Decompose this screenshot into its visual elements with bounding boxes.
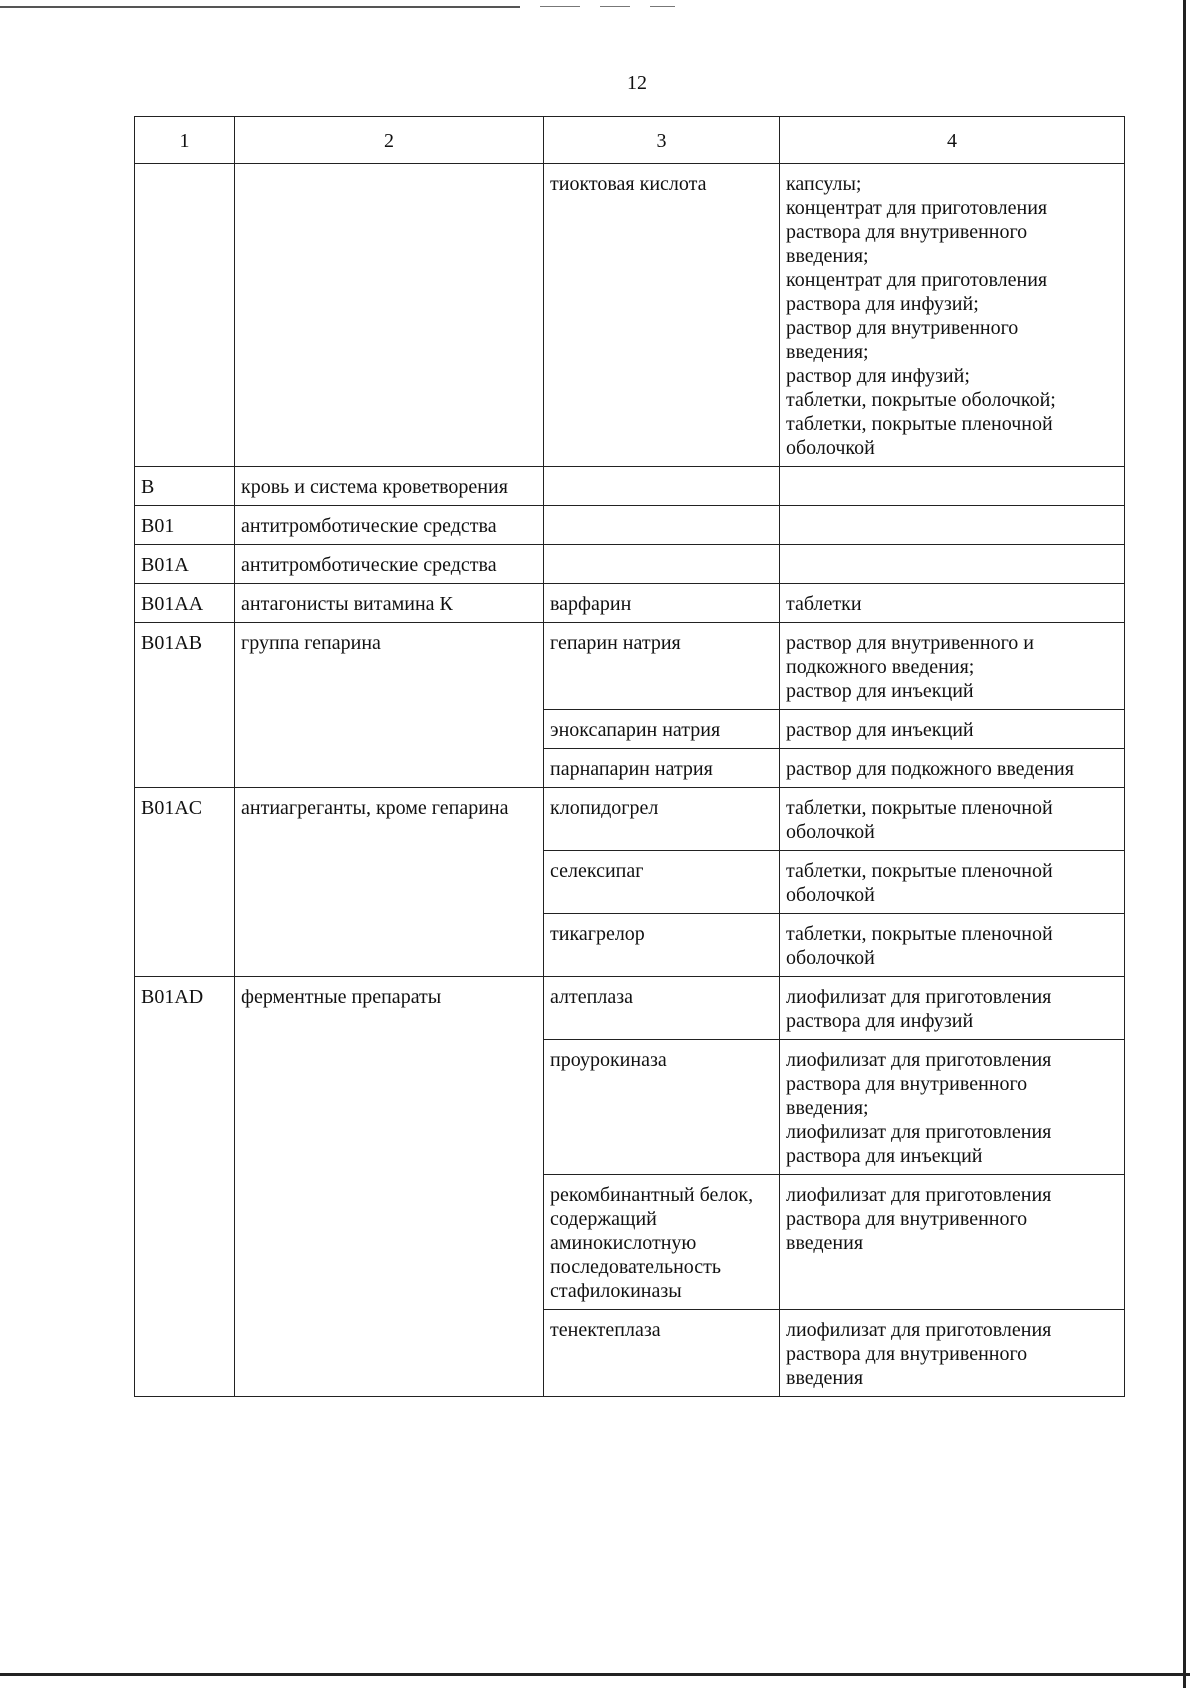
atc-code-cell: B01AC: [135, 788, 235, 977]
substance-line: гепарин натрия: [550, 632, 681, 654]
substance-cell: [544, 584, 780, 623]
atc-code-cell: B01AA: [135, 584, 235, 623]
substance-cell: [544, 623, 780, 710]
form-line: введения;: [786, 1097, 869, 1119]
scan-mark: [600, 6, 630, 7]
form-line: лиофилизат для приготовления: [786, 1049, 1052, 1071]
form-line: концентрат для приготовления: [786, 269, 1048, 291]
form-line: раствора для инъекций: [786, 1145, 983, 1167]
dosage-forms-cell: [780, 584, 1125, 623]
form-line: подкожного введения;: [786, 656, 975, 678]
form-line: таблетки, покрытые оболочкой;: [786, 389, 1056, 411]
form-line: оболочкой: [786, 437, 875, 459]
dosage-forms-cell: [780, 164, 1125, 467]
group-cell: группа гепарина: [235, 623, 544, 788]
dosage-forms-cell: [780, 467, 1125, 506]
substance-line: содержащий: [550, 1208, 657, 1230]
dosage-forms-cell: [780, 545, 1125, 584]
form-line: раствора для инфузий;: [786, 293, 979, 315]
table-row: [135, 584, 1125, 623]
dosage-forms-cell: [780, 851, 1125, 914]
form-line: раствора для внутривенного: [786, 1073, 1028, 1095]
form-line: оболочкой: [786, 884, 875, 906]
atc-code-cell: B01A: [135, 545, 235, 584]
form-line: капсулы;: [786, 173, 862, 195]
substance-cell: [544, 851, 780, 914]
dosage-forms-cell: [780, 1175, 1125, 1310]
table-header-row: [135, 117, 1125, 164]
table-row: [135, 788, 1125, 851]
substance-cell: [544, 506, 780, 545]
substance-cell: [544, 977, 780, 1040]
substance-line: последовательность: [550, 1256, 722, 1278]
form-line: раствор для внутривенного: [786, 317, 1019, 339]
dosage-forms-cell: [780, 506, 1125, 545]
form-line: введения: [786, 1232, 864, 1254]
table-row: [135, 164, 1125, 467]
table-row: [135, 467, 1125, 506]
form-line: раствора для инфузий: [786, 1010, 974, 1032]
scan-mark: [650, 6, 675, 7]
substance-line: стафилокиназы: [550, 1280, 682, 1302]
dosage-forms-cell: [780, 749, 1125, 788]
table-row: [135, 623, 1125, 710]
substance-line: тикагрелор: [550, 923, 645, 945]
scan-mark: [540, 6, 580, 7]
atc-code-cell: [135, 164, 235, 467]
substance-cell: [544, 1175, 780, 1310]
substance-line: варфарин: [550, 593, 632, 615]
form-line: лиофилизат для приготовления: [786, 1319, 1052, 1341]
scan-edge-top: [0, 6, 520, 8]
dosage-forms-cell: [780, 623, 1125, 710]
column-header-group: 2: [235, 117, 544, 164]
substance-cell: [544, 710, 780, 749]
form-line: введения: [786, 1367, 864, 1389]
atc-code-cell: B01AB: [135, 623, 235, 788]
dosage-forms-cell: [780, 977, 1125, 1040]
form-line: лиофилизат для приготовления: [786, 1184, 1052, 1206]
form-line: таблетки, покрытые пленочной: [786, 797, 1053, 819]
substance-line: эноксапарин натрия: [550, 719, 721, 741]
group-cell: [235, 164, 544, 467]
form-line: оболочкой: [786, 947, 875, 969]
substance-line: парнапарин натрия: [550, 758, 713, 780]
table-row: [135, 506, 1125, 545]
column-header-substance: 3: [544, 117, 780, 164]
scan-edge-bottom: [0, 1673, 1190, 1676]
substance-line: клопидогрел: [550, 797, 659, 819]
form-line: концентрат для приготовления: [786, 197, 1048, 219]
substance-line: аминокислотную: [550, 1232, 697, 1254]
form-line: раствора для внутривенного: [786, 221, 1028, 243]
form-line: введения;: [786, 341, 869, 363]
form-line: таблетки, покрытые пленочной: [786, 923, 1053, 945]
form-line: лиофилизат для приготовления: [786, 986, 1052, 1008]
form-line: таблетки: [786, 593, 862, 615]
form-line: раствор для подкожного введения: [786, 758, 1074, 780]
form-line: оболочкой: [786, 821, 875, 843]
substance-cell: [544, 545, 780, 584]
form-line: раствор для инфузий;: [786, 365, 970, 387]
substance-cell: [544, 914, 780, 977]
group-cell: антиагреганты, кроме гепарина: [235, 788, 544, 977]
form-line: таблетки, покрытые пленочной: [786, 860, 1053, 882]
dosage-forms-cell: [780, 710, 1125, 749]
table-row: [135, 977, 1125, 1040]
substance-cell: [544, 467, 780, 506]
column-header-code: 1: [135, 117, 235, 164]
dosage-forms-cell: [780, 914, 1125, 977]
form-line: раствор для инъекций: [786, 680, 974, 702]
table-row: [135, 545, 1125, 584]
dosage-forms-cell: [780, 788, 1125, 851]
form-line: раствор для внутривенного и: [786, 632, 1035, 654]
substance-cell: [544, 164, 780, 467]
group-cell: кровь и система кроветворения: [235, 467, 544, 506]
form-line: таблетки, покрытые пленочной: [786, 413, 1053, 435]
substance-line: рекомбинантный белок,: [550, 1184, 754, 1206]
form-line: введения;: [786, 245, 869, 267]
scan-edge-right: [1183, 0, 1186, 1688]
substance-line: проурокиназа: [550, 1049, 667, 1071]
atc-code-cell: B01: [135, 506, 235, 545]
form-line: раствора для внутривенного: [786, 1343, 1028, 1365]
substance-cell: [544, 1040, 780, 1175]
group-cell: антитромботические средства: [235, 506, 544, 545]
substance-line: селексипаг: [550, 860, 644, 882]
form-line: раствор для инъекций: [786, 719, 974, 741]
form-line: лиофилизат для приготовления: [786, 1121, 1052, 1143]
substance-cell: [544, 788, 780, 851]
group-cell: ферментные препараты: [235, 977, 544, 1397]
page-number: 12: [627, 72, 647, 94]
group-cell: антитромботические средства: [235, 545, 544, 584]
group-cell: антагонисты витамина К: [235, 584, 544, 623]
dosage-forms-cell: [780, 1040, 1125, 1175]
substance-line: алтеплаза: [550, 986, 633, 1008]
dosage-forms-cell: [780, 1310, 1125, 1397]
substance-cell: [544, 1310, 780, 1397]
form-line: раствора для внутривенного: [786, 1208, 1028, 1230]
substance-line: тенектеплаза: [550, 1319, 661, 1341]
atc-code-cell: B: [135, 467, 235, 506]
column-header-forms: 4: [780, 117, 1125, 164]
substance-cell: [544, 749, 780, 788]
substance-line: тиоктовая кислота: [550, 173, 707, 195]
atc-code-cell: B01AD: [135, 977, 235, 1397]
drug-table: [134, 116, 1125, 1397]
